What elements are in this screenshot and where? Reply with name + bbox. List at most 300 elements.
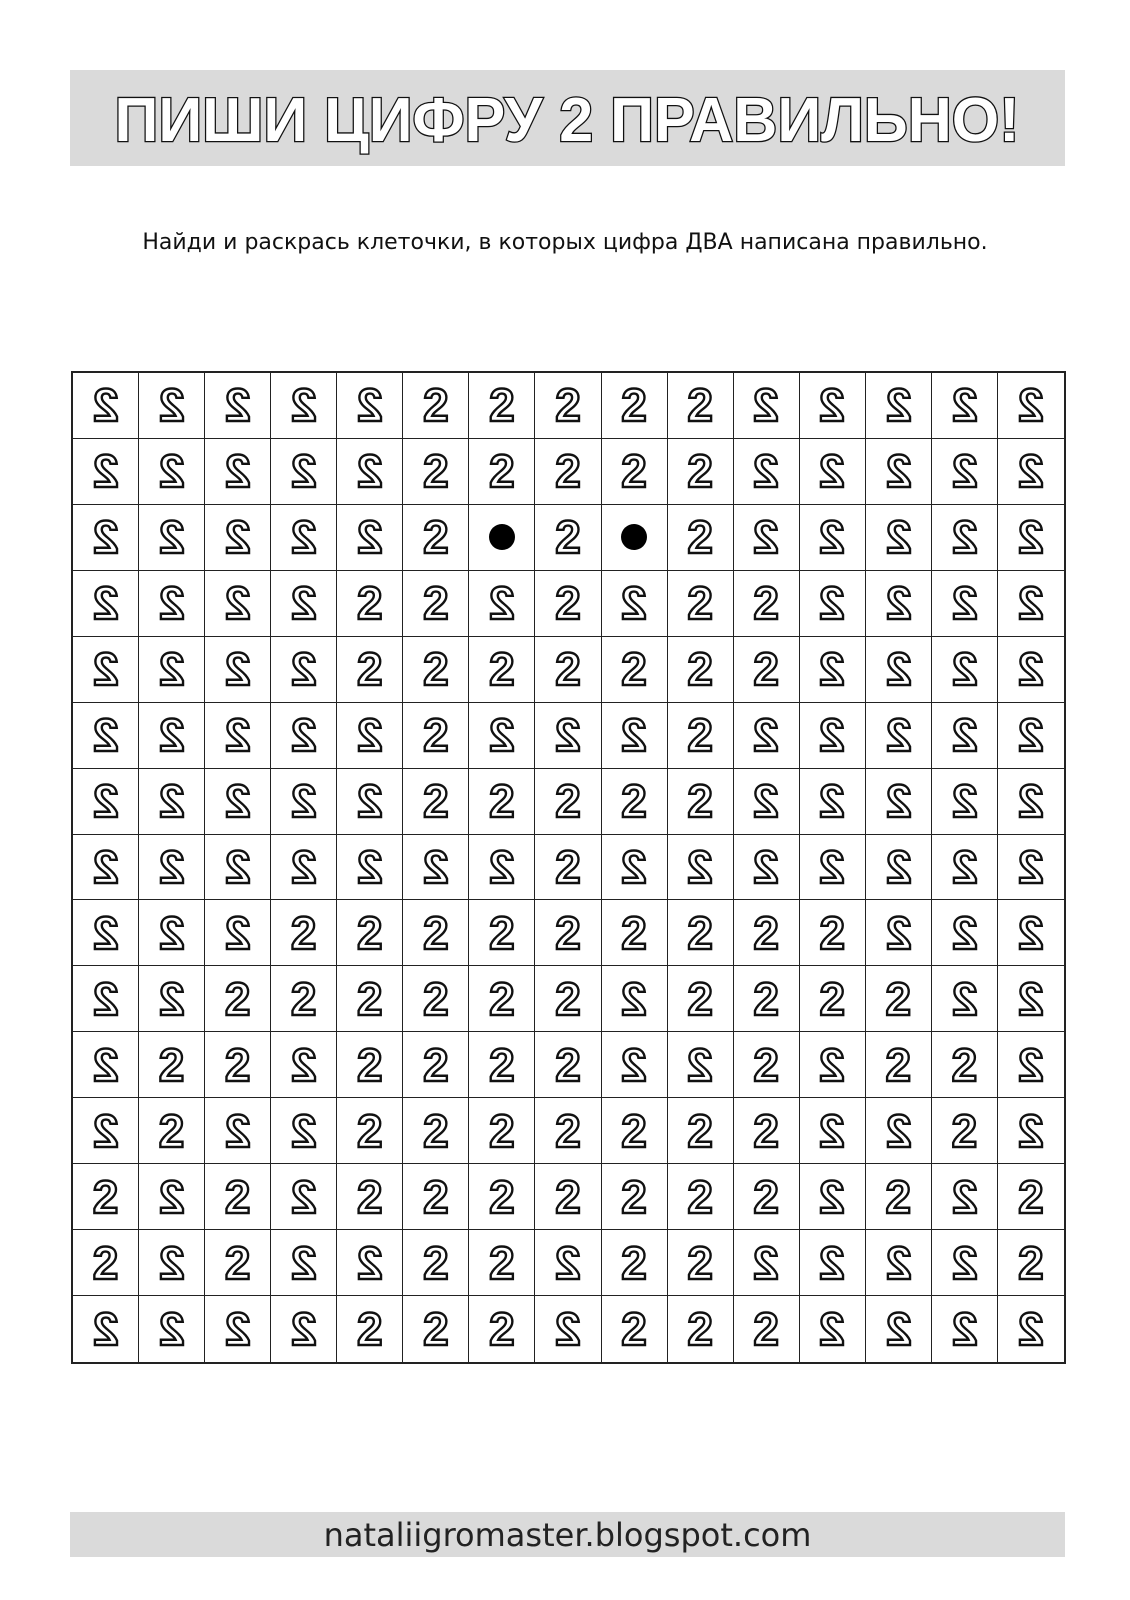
grid-cell[interactable] (668, 703, 734, 769)
grid-cell[interactable] (800, 769, 866, 835)
mirrored-digit-two: 2 (489, 709, 515, 762)
grid-cell[interactable] (271, 900, 337, 966)
grid-cell[interactable] (800, 571, 866, 637)
grid-cell[interactable] (469, 1164, 535, 1230)
digit-grid (71, 371, 1066, 1364)
correct-digit-two: 2 (489, 379, 515, 432)
mirrored-digit-two: 2 (885, 1303, 912, 1356)
grid-cell[interactable] (668, 439, 734, 505)
mirrored-digit-two: 2 (819, 1038, 846, 1091)
grid-cell[interactable] (998, 835, 1064, 901)
grid-cell[interactable] (271, 835, 337, 901)
mirrored-digit-two: 2 (224, 577, 251, 630)
grid-cell[interactable] (932, 505, 998, 571)
dot-marker (489, 524, 515, 550)
mirrored-digit-two: 2 (753, 1236, 779, 1289)
grid-cell[interactable] (205, 571, 271, 637)
grid-cell[interactable] (998, 966, 1064, 1032)
grid-cell[interactable] (337, 439, 403, 505)
grid-cell[interactable] (337, 769, 403, 835)
grid-cell[interactable] (535, 1164, 601, 1230)
grid-cell[interactable] (998, 1032, 1064, 1098)
mirrored-digit-two: 2 (290, 1303, 317, 1356)
grid-cell[interactable] (337, 966, 403, 1032)
grid-cell[interactable] (271, 1230, 337, 1296)
grid-cell[interactable] (337, 900, 403, 966)
grid-cell[interactable] (932, 1164, 998, 1230)
grid-cell[interactable] (403, 1032, 469, 1098)
mirrored-digit-two: 2 (158, 1170, 185, 1223)
mirrored-digit-two: 2 (158, 1236, 185, 1289)
grid-cell[interactable] (469, 835, 535, 901)
grid-cell[interactable] (535, 637, 601, 703)
correct-digit-two: 2 (423, 972, 449, 1025)
correct-digit-two: 2 (687, 379, 713, 432)
correct-digit-two: 2 (819, 972, 846, 1025)
grid-cell[interactable] (932, 1296, 998, 1362)
grid-cell[interactable] (337, 373, 403, 439)
grid-cell[interactable] (139, 571, 205, 637)
grid-cell[interactable] (535, 769, 601, 835)
grid-cell[interactable] (866, 373, 932, 439)
grid-cell[interactable] (535, 1230, 601, 1296)
grid-cell[interactable] (800, 1098, 866, 1164)
grid-cell[interactable] (469, 1098, 535, 1164)
grid-cell[interactable] (271, 769, 337, 835)
grid-cell[interactable] (932, 769, 998, 835)
grid-cell[interactable] (668, 1296, 734, 1362)
grid-cell[interactable] (271, 373, 337, 439)
correct-digit-two: 2 (357, 1303, 383, 1356)
grid-cell[interactable] (602, 769, 668, 835)
grid-cell[interactable] (932, 637, 998, 703)
grid-cell[interactable] (73, 571, 139, 637)
mirrored-digit-two: 2 (357, 511, 383, 564)
mirrored-digit-two: 2 (753, 775, 779, 828)
mirrored-digit-two: 2 (753, 709, 779, 762)
grid-cell[interactable] (271, 637, 337, 703)
grid-cell[interactable] (271, 571, 337, 637)
grid-cell[interactable] (337, 1164, 403, 1230)
grid-cell[interactable] (932, 373, 998, 439)
grid-cell[interactable] (337, 835, 403, 901)
grid-cell[interactable] (73, 1032, 139, 1098)
grid-cell[interactable] (734, 571, 800, 637)
grid-cell[interactable] (139, 703, 205, 769)
mirrored-digit-two: 2 (951, 775, 978, 828)
grid-cell[interactable] (469, 439, 535, 505)
grid-cell[interactable] (602, 1164, 668, 1230)
grid-cell[interactable] (998, 505, 1064, 571)
correct-digit-two: 2 (753, 1170, 779, 1223)
grid-cell[interactable] (205, 373, 271, 439)
grid-cell[interactable] (535, 439, 601, 505)
correct-digit-two: 2 (489, 445, 515, 498)
grid-cell[interactable] (469, 505, 535, 571)
grid-cell[interactable] (866, 769, 932, 835)
grid-cell[interactable] (139, 505, 205, 571)
grid-cell[interactable] (932, 703, 998, 769)
grid-cell[interactable] (403, 900, 469, 966)
mirrored-digit-two: 2 (885, 379, 912, 432)
grid-cell[interactable] (139, 1032, 205, 1098)
grid-cell[interactable] (998, 439, 1064, 505)
grid-cell[interactable] (535, 571, 601, 637)
grid-cell[interactable] (205, 1296, 271, 1362)
grid-cell[interactable] (403, 637, 469, 703)
grid-cell[interactable] (998, 1296, 1064, 1362)
correct-digit-two: 2 (687, 906, 713, 959)
grid-cell[interactable] (271, 703, 337, 769)
grid-cell[interactable] (866, 505, 932, 571)
grid-cell[interactable] (139, 1296, 205, 1362)
grid-cell[interactable] (535, 900, 601, 966)
grid-cell[interactable] (866, 900, 932, 966)
grid-cell[interactable] (337, 637, 403, 703)
mirrored-digit-two: 2 (92, 906, 119, 959)
grid-cell[interactable] (337, 1296, 403, 1362)
title-banner (70, 70, 1065, 166)
grid-cell[interactable] (469, 1032, 535, 1098)
grid-cell[interactable] (73, 1164, 139, 1230)
grid-cell[interactable] (205, 1032, 271, 1098)
grid-cell[interactable] (139, 835, 205, 901)
mirrored-digit-two: 2 (1018, 577, 1044, 630)
mirrored-digit-two: 2 (951, 840, 978, 893)
footer-banner (70, 1512, 1065, 1557)
grid-cell[interactable] (271, 1098, 337, 1164)
grid-cell[interactable] (866, 1296, 932, 1362)
grid-cell[interactable] (866, 439, 932, 505)
grid-cell[interactable] (205, 769, 271, 835)
grid-cell[interactable] (403, 571, 469, 637)
grid-cell[interactable] (602, 571, 668, 637)
mirrored-digit-two: 2 (885, 1104, 912, 1157)
mirrored-digit-two: 2 (224, 1104, 251, 1157)
grid-cell[interactable] (602, 1098, 668, 1164)
grid-cell[interactable] (998, 1098, 1064, 1164)
grid-cell[interactable] (469, 703, 535, 769)
grid-cell[interactable] (602, 1296, 668, 1362)
grid-cell[interactable] (734, 835, 800, 901)
grid-cell[interactable] (734, 637, 800, 703)
grid-cell[interactable] (403, 1164, 469, 1230)
grid-cell[interactable] (668, 769, 734, 835)
grid-cell[interactable] (403, 1098, 469, 1164)
grid-cell[interactable] (73, 703, 139, 769)
grid-cell[interactable] (866, 637, 932, 703)
grid-cell[interactable] (932, 439, 998, 505)
grid-cell[interactable] (271, 1164, 337, 1230)
grid-cell[interactable] (734, 1230, 800, 1296)
grid-cell[interactable] (602, 966, 668, 1032)
grid-cell[interactable] (866, 835, 932, 901)
grid-cell[interactable] (668, 1230, 734, 1296)
grid-cell[interactable] (668, 637, 734, 703)
grid-cell[interactable] (139, 373, 205, 439)
correct-digit-two: 2 (753, 906, 779, 959)
grid-cell[interactable] (271, 1296, 337, 1362)
grid-cell[interactable] (998, 1164, 1064, 1230)
mirrored-digit-two: 2 (290, 1104, 317, 1157)
grid-cell[interactable] (668, 505, 734, 571)
correct-digit-two: 2 (224, 1170, 251, 1223)
mirrored-digit-two: 2 (357, 775, 383, 828)
grid-cell[interactable] (734, 1296, 800, 1362)
correct-digit-two: 2 (621, 379, 647, 432)
grid-cell[interactable] (602, 1032, 668, 1098)
grid-cell[interactable] (403, 703, 469, 769)
correct-digit-two: 2 (92, 1236, 119, 1289)
grid-cell[interactable] (403, 966, 469, 1032)
grid-cell[interactable] (73, 835, 139, 901)
grid-cell[interactable] (139, 1230, 205, 1296)
grid-cell[interactable] (535, 505, 601, 571)
grid-cell[interactable] (139, 769, 205, 835)
grid-cell[interactable] (535, 835, 601, 901)
grid-cell[interactable] (800, 1032, 866, 1098)
grid-cell[interactable] (73, 900, 139, 966)
footer-url[interactable]: nataliigromaster.blogspot.com (323, 1515, 812, 1554)
mirrored-digit-two: 2 (621, 577, 647, 630)
grid-cell[interactable] (205, 1230, 271, 1296)
correct-digit-two: 2 (290, 906, 317, 959)
grid-cell[interactable] (403, 373, 469, 439)
grid-cell[interactable] (73, 1296, 139, 1362)
grid-cell[interactable] (734, 439, 800, 505)
correct-digit-two: 2 (621, 445, 647, 498)
grid-cell[interactable] (602, 439, 668, 505)
grid-cell[interactable] (998, 1230, 1064, 1296)
grid-cell[interactable] (205, 966, 271, 1032)
grid-cell[interactable] (469, 571, 535, 637)
mirrored-digit-two: 2 (951, 445, 978, 498)
grid-cell[interactable] (734, 505, 800, 571)
grid-cell[interactable] (535, 1098, 601, 1164)
correct-digit-two: 2 (92, 1170, 119, 1223)
correct-digit-two: 2 (158, 1038, 185, 1091)
grid-cell[interactable] (403, 505, 469, 571)
mirrored-digit-two: 2 (224, 840, 251, 893)
grid-cell[interactable] (271, 439, 337, 505)
grid-cell[interactable] (403, 835, 469, 901)
grid-cell[interactable] (602, 637, 668, 703)
grid-cell[interactable] (73, 505, 139, 571)
correct-digit-two: 2 (885, 1038, 912, 1091)
grid-cell[interactable] (668, 373, 734, 439)
correct-digit-two: 2 (885, 972, 912, 1025)
grid-cell[interactable] (734, 966, 800, 1032)
correct-digit-two: 2 (423, 906, 449, 959)
grid-cell[interactable] (734, 769, 800, 835)
grid-cell[interactable] (800, 1296, 866, 1362)
grid-cell[interactable] (932, 1230, 998, 1296)
mirrored-digit-two: 2 (158, 577, 185, 630)
grid-cell[interactable] (602, 703, 668, 769)
grid-cell[interactable] (668, 900, 734, 966)
grid-cell[interactable] (602, 1230, 668, 1296)
grid-cell[interactable] (668, 966, 734, 1032)
mirrored-digit-two: 2 (885, 577, 912, 630)
grid-cell[interactable] (734, 1164, 800, 1230)
grid-cell[interactable] (998, 900, 1064, 966)
grid-cell[interactable] (337, 571, 403, 637)
grid-cell[interactable] (800, 637, 866, 703)
dot-marker (621, 524, 647, 550)
grid-cell[interactable] (602, 373, 668, 439)
grid-cell[interactable] (932, 835, 998, 901)
grid-cell[interactable] (535, 1296, 601, 1362)
mirrored-digit-two: 2 (1018, 775, 1044, 828)
title-svg (70, 70, 1065, 166)
grid-cell[interactable] (866, 1098, 932, 1164)
grid-cell[interactable] (205, 1164, 271, 1230)
grid-cell[interactable] (800, 505, 866, 571)
grid-cell[interactable] (139, 439, 205, 505)
grid-cell[interactable] (205, 1098, 271, 1164)
correct-digit-two: 2 (489, 1236, 515, 1289)
grid-cell[interactable] (932, 1032, 998, 1098)
grid-cell[interactable] (866, 1164, 932, 1230)
mirrored-digit-two: 2 (1018, 1303, 1044, 1356)
grid-cell[interactable] (403, 1296, 469, 1362)
grid-cell[interactable] (73, 439, 139, 505)
correct-digit-two: 2 (555, 577, 581, 630)
grid-cell[interactable] (337, 1230, 403, 1296)
grid-cell[interactable] (602, 900, 668, 966)
grid-cell[interactable] (271, 1032, 337, 1098)
grid-cell[interactable] (139, 966, 205, 1032)
grid-cell[interactable] (205, 505, 271, 571)
grid-cell[interactable] (866, 966, 932, 1032)
grid-cell[interactable] (403, 769, 469, 835)
grid-cell[interactable] (800, 373, 866, 439)
grid-cell[interactable] (469, 373, 535, 439)
grid-cell[interactable] (469, 1230, 535, 1296)
grid-cell[interactable] (403, 439, 469, 505)
grid-cell[interactable] (668, 835, 734, 901)
grid-cell[interactable] (932, 571, 998, 637)
grid-cell[interactable] (337, 703, 403, 769)
grid-cell[interactable] (734, 703, 800, 769)
grid-cell[interactable] (139, 1164, 205, 1230)
grid-cell[interactable] (73, 637, 139, 703)
grid-cell[interactable] (73, 769, 139, 835)
grid-cell[interactable] (800, 966, 866, 1032)
mirrored-digit-two: 2 (158, 972, 185, 1025)
correct-digit-two: 2 (423, 709, 449, 762)
grid-cell[interactable] (800, 703, 866, 769)
grid-cell[interactable] (73, 373, 139, 439)
grid-cell[interactable] (535, 373, 601, 439)
grid-cell[interactable] (998, 373, 1064, 439)
correct-digit-two: 2 (753, 643, 779, 696)
mirrored-digit-two: 2 (885, 511, 912, 564)
grid-cell[interactable] (668, 571, 734, 637)
grid-cell[interactable] (205, 835, 271, 901)
grid-cell[interactable] (602, 835, 668, 901)
grid-cell[interactable] (800, 1164, 866, 1230)
grid-cell[interactable] (932, 966, 998, 1032)
grid-cell[interactable] (337, 1032, 403, 1098)
grid-cell[interactable] (403, 1230, 469, 1296)
grid-cell[interactable] (866, 703, 932, 769)
grid-cell[interactable] (932, 1098, 998, 1164)
grid-cell[interactable] (998, 703, 1064, 769)
grid-cell[interactable] (535, 703, 601, 769)
grid-cell[interactable] (271, 505, 337, 571)
grid-cell[interactable] (73, 966, 139, 1032)
correct-digit-two: 2 (489, 643, 515, 696)
correct-digit-two: 2 (290, 972, 317, 1025)
grid-cell[interactable] (998, 637, 1064, 703)
grid-cell[interactable] (535, 1032, 601, 1098)
grid-cell[interactable] (139, 637, 205, 703)
grid-cell[interactable] (73, 1098, 139, 1164)
grid-cell[interactable] (73, 1230, 139, 1296)
grid-cell[interactable] (337, 1098, 403, 1164)
grid-cell[interactable] (998, 571, 1064, 637)
grid-cell[interactable] (139, 900, 205, 966)
mirrored-digit-two: 2 (92, 577, 119, 630)
grid-cell[interactable] (734, 373, 800, 439)
mirrored-digit-two: 2 (290, 445, 317, 498)
grid-cell[interactable] (535, 966, 601, 1032)
correct-digit-two: 2 (621, 1170, 647, 1223)
grid-cell[interactable] (866, 571, 932, 637)
grid-cell[interactable] (469, 637, 535, 703)
grid-cell[interactable] (205, 637, 271, 703)
grid-cell[interactable] (205, 703, 271, 769)
grid-cell[interactable] (734, 1098, 800, 1164)
grid-cell[interactable] (734, 900, 800, 966)
correct-digit-two: 2 (555, 972, 581, 1025)
grid-cell[interactable] (866, 1032, 932, 1098)
grid-cell[interactable] (800, 1230, 866, 1296)
grid-cell[interactable] (866, 1230, 932, 1296)
grid-cell[interactable] (668, 1164, 734, 1230)
grid-cell[interactable] (932, 900, 998, 966)
grid-cell[interactable] (998, 769, 1064, 835)
grid-cell[interactable] (337, 505, 403, 571)
instruction-text: Найди и раскрась клеточки, в которых цифра ДВА написана правильно. (142, 230, 988, 255)
correct-digit-two: 2 (423, 445, 449, 498)
correct-digit-two: 2 (224, 972, 251, 1025)
grid-cell[interactable] (469, 900, 535, 966)
grid-cell[interactable] (800, 900, 866, 966)
grid-cell[interactable] (800, 835, 866, 901)
correct-digit-two: 2 (753, 1038, 779, 1091)
grid-cell[interactable] (205, 439, 271, 505)
correct-digit-two: 2 (621, 1303, 647, 1356)
grid-cell[interactable] (205, 900, 271, 966)
mirrored-digit-two: 2 (951, 709, 978, 762)
grid-cell[interactable] (469, 1296, 535, 1362)
grid-cell[interactable] (139, 1098, 205, 1164)
mirrored-digit-two: 2 (357, 1236, 383, 1289)
grid-cell[interactable] (602, 505, 668, 571)
grid-cell[interactable] (668, 1098, 734, 1164)
grid-cell[interactable] (469, 769, 535, 835)
grid-cell[interactable] (800, 439, 866, 505)
grid-cell[interactable] (734, 1032, 800, 1098)
mirrored-digit-two: 2 (885, 445, 912, 498)
grid-cell[interactable] (469, 966, 535, 1032)
grid-cell[interactable] (271, 966, 337, 1032)
mirrored-digit-two: 2 (158, 511, 185, 564)
correct-digit-two: 2 (489, 1170, 515, 1223)
grid-cell[interactable] (668, 1032, 734, 1098)
